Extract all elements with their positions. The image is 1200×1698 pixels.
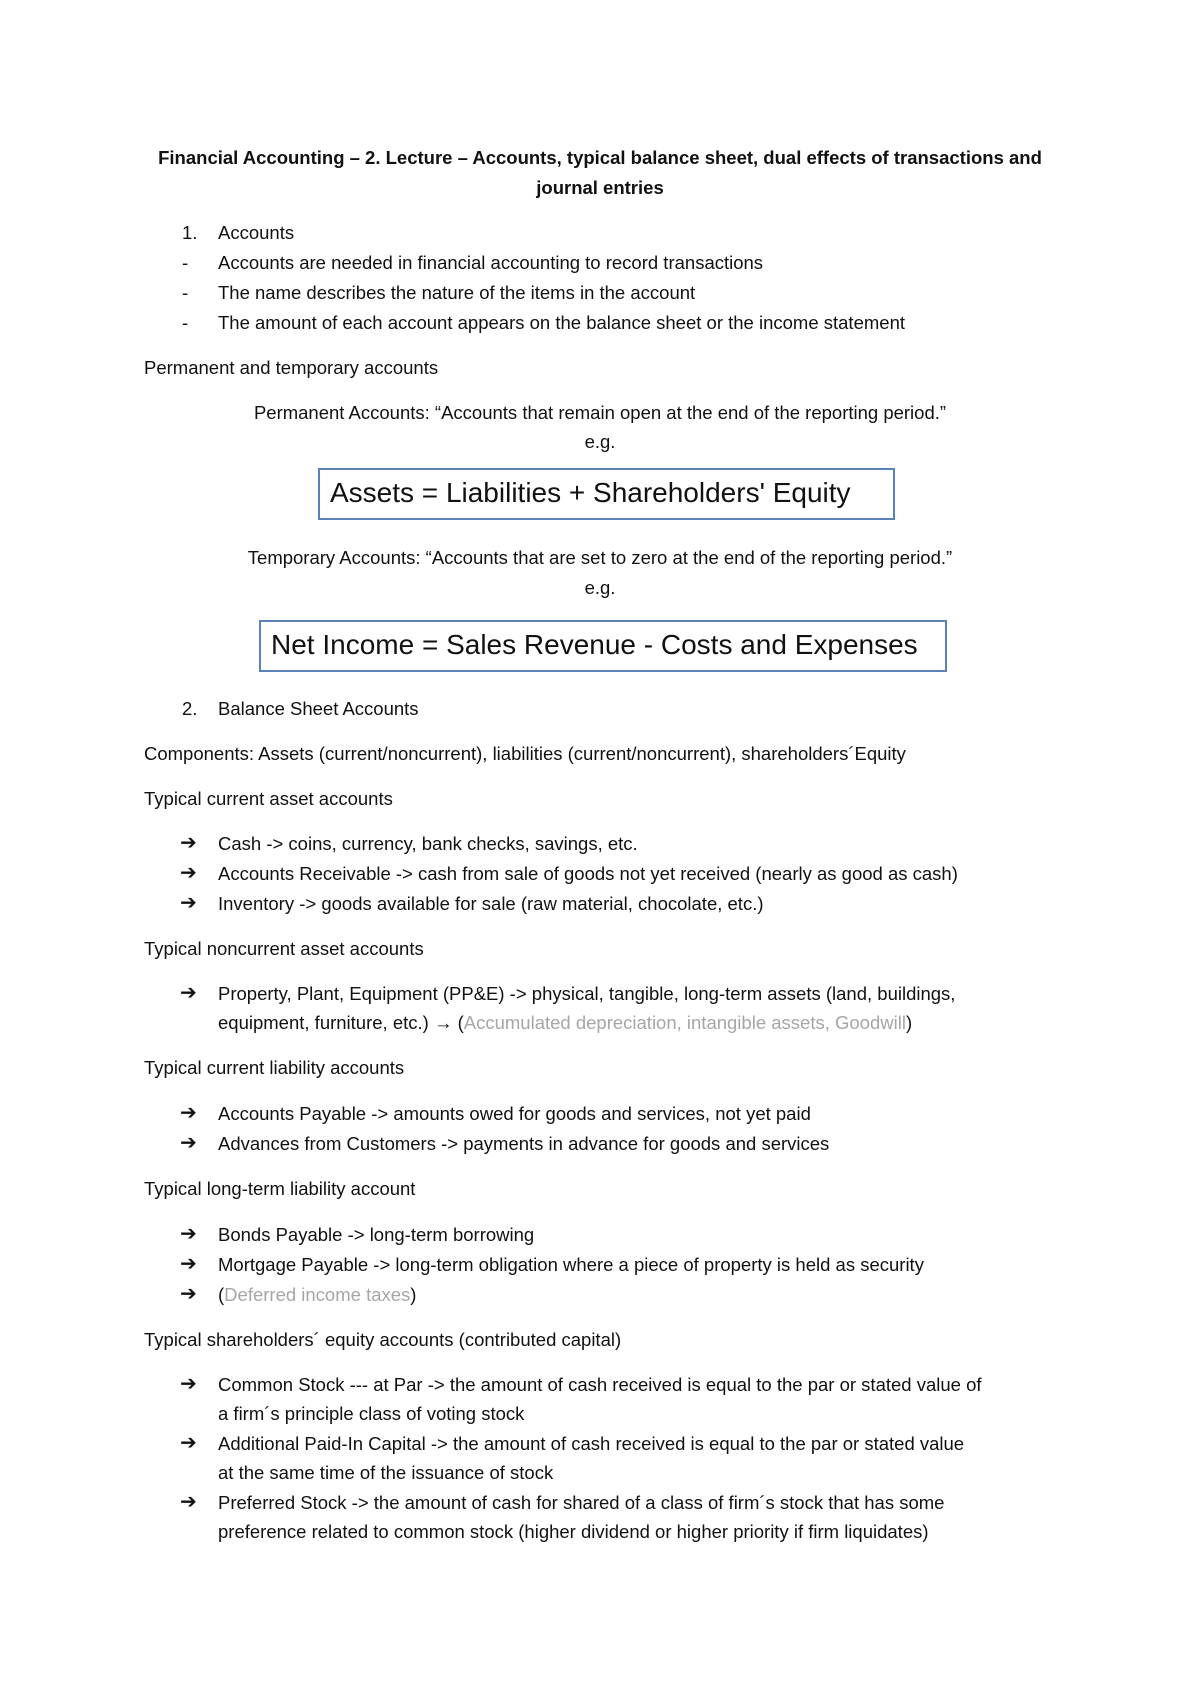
arrow-icon: ➔ xyxy=(180,862,197,884)
noncurrent-assets-heading: Typical noncurrent asset accounts xyxy=(144,938,424,959)
section-2-heading: Balance Sheet Accounts xyxy=(218,698,419,719)
temporary-equation-box xyxy=(259,620,947,672)
noncurrent-grey-note: Accumulated depreciation, intangible assets, Goodwill xyxy=(463,1012,906,1033)
grey-item-open: ( xyxy=(218,1284,225,1305)
permanent-equation-box xyxy=(318,468,895,520)
longterm-liabilities-heading: Typical long-term liability account xyxy=(144,1178,416,1199)
current-asset-item: Cash -> coins, currency, bank checks, savings, etc. xyxy=(218,833,638,854)
current-asset-item: Inventory -> goods available for sale (raw material, chocolate, etc.) xyxy=(218,893,764,914)
perm-temp-heading: Permanent and temporary accounts xyxy=(144,357,439,378)
temporary-equation: Net Income = Sales Revenue - Costs and Expenses xyxy=(271,629,918,660)
grey-item-close: ) xyxy=(410,1284,417,1305)
arrow-icon: ➔ xyxy=(180,1253,197,1275)
equity-item-line-2: at the same time of the issuance of stock xyxy=(218,1462,554,1483)
current-asset-item: Accounts Receivable -> cash from sale of goods not yet received (nearly as good as cash) xyxy=(218,863,958,884)
section-2-number: 2. xyxy=(182,698,198,719)
arrow-icon: ➔ xyxy=(180,1132,197,1154)
section-1-number: 1. xyxy=(182,222,198,243)
dash-marker: - xyxy=(182,312,189,333)
permanent-definition: Permanent Accounts: “Accounts that remain open at the end of the reporting period.” xyxy=(253,402,947,423)
current-assets-heading: Typical current asset accounts xyxy=(144,788,393,809)
document-title xyxy=(120,143,1080,203)
title-line-1: Financial Accounting – 2. Lecture – Accounts, typical balance sheet, dual effects of transactions and xyxy=(158,147,1042,168)
longterm-liability-grey-item xyxy=(218,1284,416,1306)
arrow-icon: ➔ xyxy=(180,1102,197,1124)
arrow-icon: ➔ xyxy=(180,1491,197,1513)
arrow-icon: ➔ xyxy=(180,982,197,1004)
equity-item-line-2: a firm´s principle class of voting stock xyxy=(218,1403,525,1424)
dash-marker: - xyxy=(182,252,189,273)
equity-heading: Typical shareholders´ equity accounts (contributed capital) xyxy=(144,1329,622,1350)
current-liability-item: Accounts Payable -> amounts owed for goods and services, not yet paid xyxy=(218,1103,811,1124)
equity-item-line-1: Common Stock --- at Par -> the amount of cash received is equal to the par or stated value of xyxy=(218,1374,982,1395)
noncurrent-line2-end: ) xyxy=(905,1012,913,1033)
current-liabilities-heading: Typical current liability accounts xyxy=(144,1057,405,1078)
dash-marker: - xyxy=(182,282,189,303)
noncurrent-line2-start: equipment, furniture, etc.) → ( xyxy=(218,1012,464,1033)
equity-item-line-1: Additional Paid-In Capital -> the amount of cash received is equal to the par or stated value xyxy=(218,1433,965,1454)
equity-item-line-1: Preferred Stock -> the amount of cash for shared of a class of firm´s stock that has some xyxy=(218,1492,945,1513)
arrow-icon: ➔ xyxy=(180,892,197,914)
longterm-liability-item: Bonds Payable -> long-term borrowing xyxy=(218,1224,535,1245)
arrow-icon: ➔ xyxy=(180,1283,197,1305)
arrow-icon: ➔ xyxy=(180,1432,197,1454)
section-1-bullet-1: Accounts are needed in financial accounting to record transactions xyxy=(218,252,764,273)
components-text: Components: Assets (current/noncurrent), liabilities (current/noncurrent), shareholders´Equity xyxy=(144,743,906,764)
longterm-liability-item: Mortgage Payable -> long-term obligation where a piece of property is held as security xyxy=(218,1254,924,1275)
permanent-equation: Assets = Liabilities + Shareholders' Equity xyxy=(330,477,851,508)
noncurrent-asset-item-line-1: Property, Plant, Equipment (PP&E) -> physical, tangible, long-term assets (land, buildings, xyxy=(218,983,956,1004)
permanent-eg: e.g. xyxy=(584,431,616,452)
arrow-icon: ➔ xyxy=(180,832,197,854)
temporary-definition: Temporary Accounts: “Accounts that are set to zero at the end of the reporting period.” xyxy=(247,547,953,568)
title-line-2: journal entries xyxy=(536,177,664,198)
temporary-eg: e.g. xyxy=(584,577,616,598)
grey-item-text: Deferred income taxes xyxy=(224,1284,411,1305)
equity-item-line-2: preference related to common stock (higher dividend or higher priority if firm liquidates) xyxy=(218,1521,929,1542)
section-1-bullet-2: The name describes the nature of the items in the account xyxy=(218,282,696,303)
arrow-icon: ➔ xyxy=(180,1223,197,1245)
noncurrent-asset-item-line-2 xyxy=(218,1012,912,1034)
arrow-icon: ➔ xyxy=(180,1373,197,1395)
section-1-heading: Accounts xyxy=(218,222,295,243)
section-1-bullet-3: The amount of each account appears on the balance sheet or the income statement xyxy=(218,312,905,333)
current-liability-item: Advances from Customers -> payments in advance for goods and services xyxy=(218,1133,830,1154)
